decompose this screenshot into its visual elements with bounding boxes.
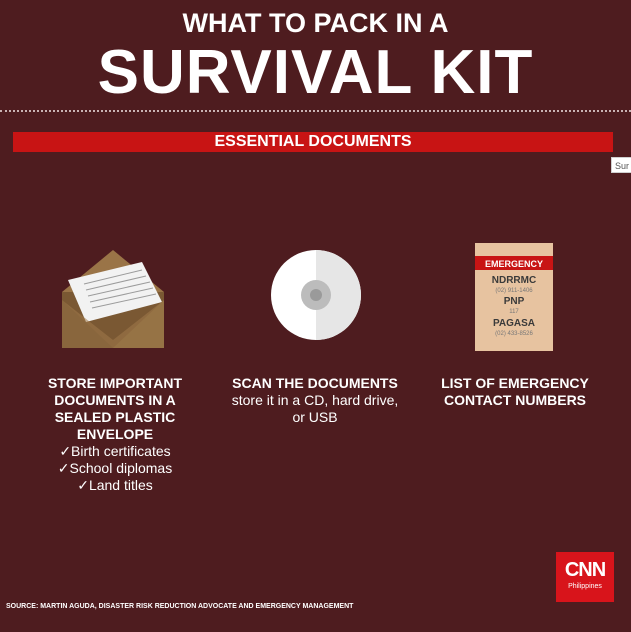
envelope-icon bbox=[62, 240, 167, 355]
item-1-heading-3: SEALED PLASTIC bbox=[54, 409, 176, 425]
item-1-heading-2: DOCUMENTS IN A bbox=[54, 392, 176, 408]
item-emergency-contacts bbox=[425, 375, 605, 409]
card-entry-1-number: (02) 911-1406 bbox=[495, 288, 533, 294]
source-credit: SOURCE: MARTIN AGUDA, DISASTER RISK REDUCTION ADVOCATE AND EMERGENCY MANAGEMENT bbox=[6, 603, 354, 610]
item-1-heading-4: ENVELOPE bbox=[76, 426, 154, 442]
item-scan-documents bbox=[220, 375, 410, 426]
emergency-contact-card bbox=[475, 243, 553, 356]
item-3-heading-1: LIST OF EMERGENCY bbox=[441, 375, 589, 391]
item-store-documents bbox=[30, 375, 200, 494]
checklist-item: ✓Land titles bbox=[77, 477, 153, 493]
card-entry-1-name: NDRRMC bbox=[491, 275, 537, 286]
cd-icon bbox=[270, 249, 362, 346]
card-entry-3-number: (02) 433-8526 bbox=[495, 331, 533, 337]
item-3-heading-2: CONTACT NUMBERS bbox=[443, 392, 587, 408]
title-line-1: WHAT TO PACK IN A bbox=[182, 8, 449, 38]
logo-sub: Philippines bbox=[568, 583, 602, 590]
checklist-item: ✓School diplomas bbox=[57, 460, 173, 476]
section-banner: ESSENTIAL DOCUMENTS bbox=[13, 132, 613, 152]
item-1-heading-1: STORE IMPORTANT bbox=[47, 375, 183, 391]
card-title: EMERGENCY bbox=[484, 259, 544, 269]
card-entry-2-name: PNP bbox=[503, 296, 525, 307]
item-2-body-1: store it in a CD, hard drive, bbox=[231, 392, 399, 408]
card-entry-2-number: 117 bbox=[509, 309, 519, 315]
logo-mark: CNN bbox=[564, 559, 606, 581]
side-tab[interactable]: Sur bbox=[611, 157, 631, 173]
cnn-logo bbox=[556, 552, 614, 602]
item-2-heading: SCAN THE DOCUMENTS bbox=[232, 375, 398, 391]
divider bbox=[0, 110, 631, 112]
item-2-body-2: or USB bbox=[292, 409, 338, 425]
checklist-item: ✓Birth certificates bbox=[59, 443, 171, 459]
card-entry-3-name: PAGASA bbox=[492, 318, 536, 329]
title-line-2: SURVIVAL KIT bbox=[97, 38, 534, 107]
